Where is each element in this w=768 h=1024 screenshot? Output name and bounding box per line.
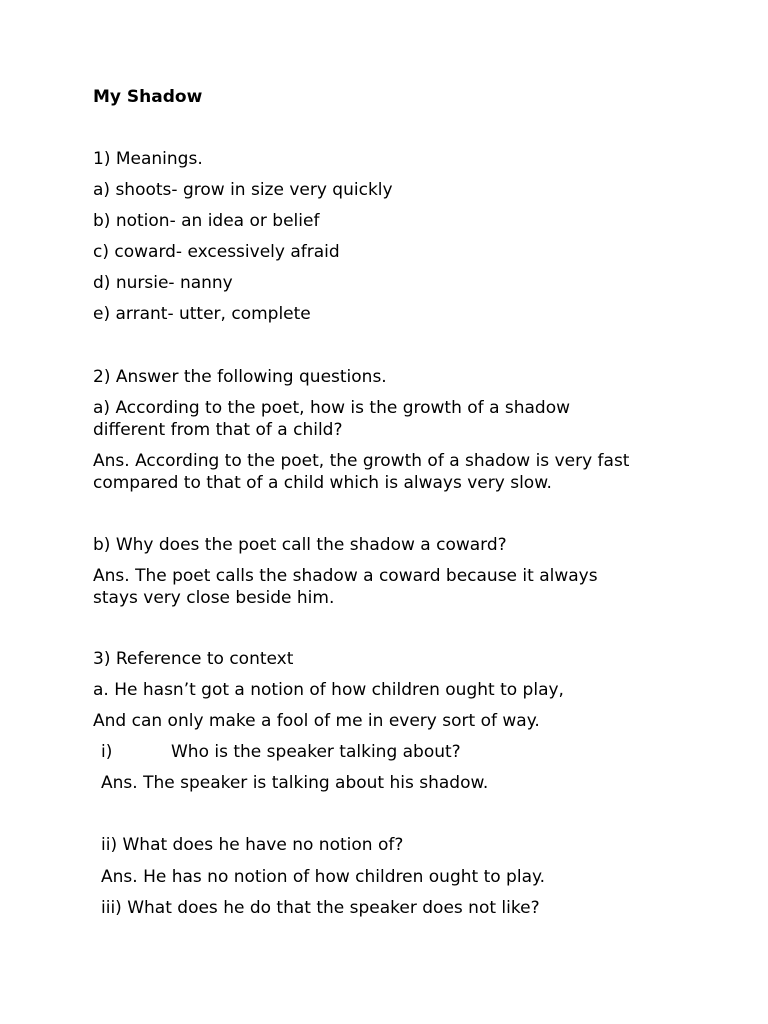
reference-answer-1: Ans. The speaker is talking about his shadow. [101,773,489,793]
meaning-item: a) shoots- grow in size very quickly [93,180,393,200]
question-number: i) [101,742,113,762]
answer-line: stays very close beside him. [93,588,335,608]
section-heading-questions: 2) Answer the following questions. [93,367,387,387]
question-line: different from that of a child? [93,420,343,440]
meaning-item: c) coward- excessively afraid [93,242,340,262]
reference-question-2: ii) What does he have no notion of? [101,835,404,855]
answer-line: Ans. The poet calls the shadow a coward because it always [93,566,598,586]
answer-line: Ans. According to the poet, the growth of a shadow is very fast [93,451,630,471]
answer-line: compared to that of a child which is always very slow. [93,473,552,493]
reference-question-3: iii) What does he do that the speaker does not like? [101,898,540,918]
meaning-item: d) nursie- nanny [93,273,233,293]
reference-answer-2: Ans. He has no notion of how children ought to play. [101,867,546,887]
extract-line: a. He hasn’t got a notion of how children ought to play, [93,680,564,700]
extract-line: And can only make a fool of me in every sort of way. [93,711,540,731]
question-line: b) Why does the poet call the shadow a coward? [93,535,507,555]
meaning-item: e) arrant- utter, complete [93,304,311,324]
document-title: My Shadow [93,87,203,107]
reference-question-1 [101,741,461,763]
section-heading-reference: 3) Reference to context [93,649,294,669]
section-heading-meanings: 1) Meanings. [93,149,203,169]
question-line: a) According to the poet, how is the growth of a shadow [93,398,571,418]
question-text: Who is the speaker talking about? [171,742,461,762]
meaning-item: b) notion- an idea or belief [93,211,320,231]
